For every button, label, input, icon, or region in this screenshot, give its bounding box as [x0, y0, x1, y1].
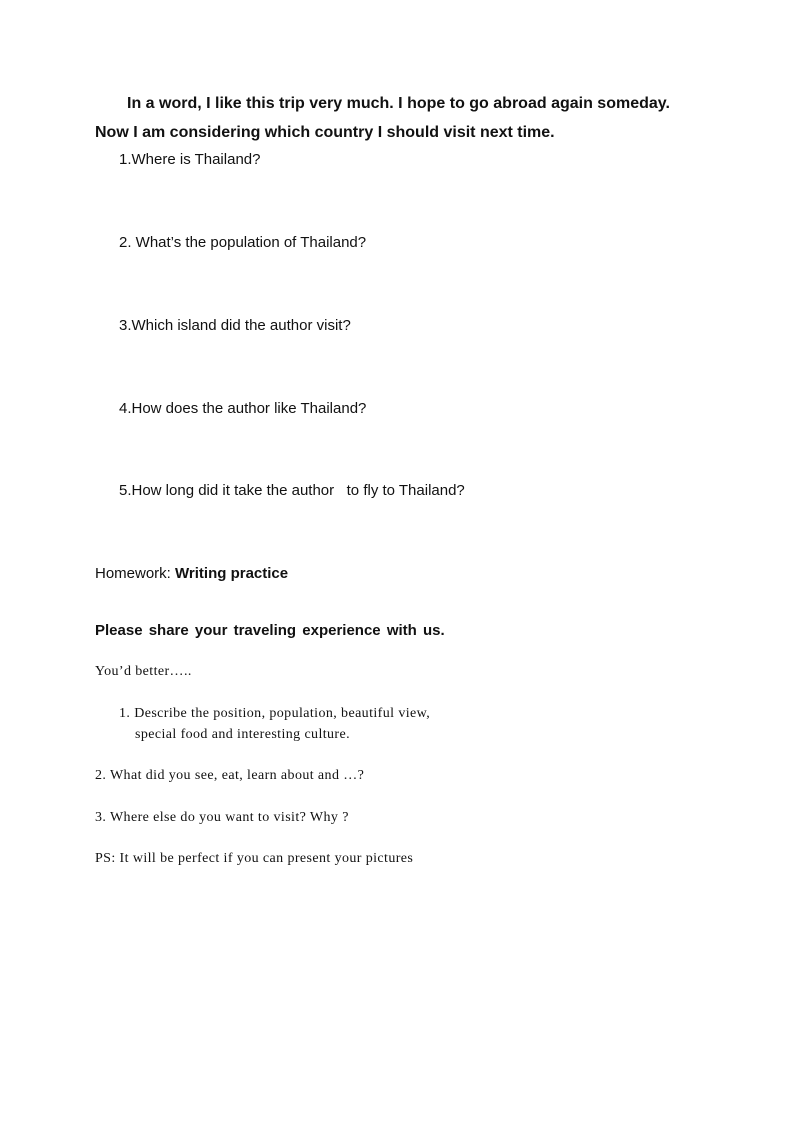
intro-line-1: In a word, I like this trip very much. I hope to go abroad again someday. — [127, 95, 670, 112]
writing-prompt: Please share your traveling experience with us. — [95, 622, 445, 639]
homework-title: Writing practice — [175, 565, 289, 582]
intro-line-2: Now I am considering which country I should visit next time. — [95, 124, 555, 141]
tip-3: 3. Where else do you want to visit? Why ? — [95, 810, 349, 825]
tip-2: 2. What did you see, eat, learn about and …? — [95, 768, 365, 783]
tips-intro: You’d better….. — [95, 664, 192, 679]
homework-label: Homework: — [95, 565, 176, 582]
question-2: 2. What’s the population of Thailand? — [119, 234, 367, 251]
homework-heading — [95, 565, 288, 583]
question-4: 4.How does the author like Thailand? — [119, 400, 367, 417]
question-5: 5.How long did it take the author to fly to Thailand? — [119, 482, 465, 499]
tips-ps: PS: It will be perfect if you can present your pictures — [95, 851, 414, 866]
question-3: 3.Which island did the author visit? — [119, 317, 351, 334]
tip-1-line-2: special food and interesting culture. — [135, 727, 351, 742]
question-1: 1.Where is Thailand? — [119, 151, 261, 168]
tip-1-line-1: 1. Describe the position, population, beautiful view, — [119, 706, 431, 721]
